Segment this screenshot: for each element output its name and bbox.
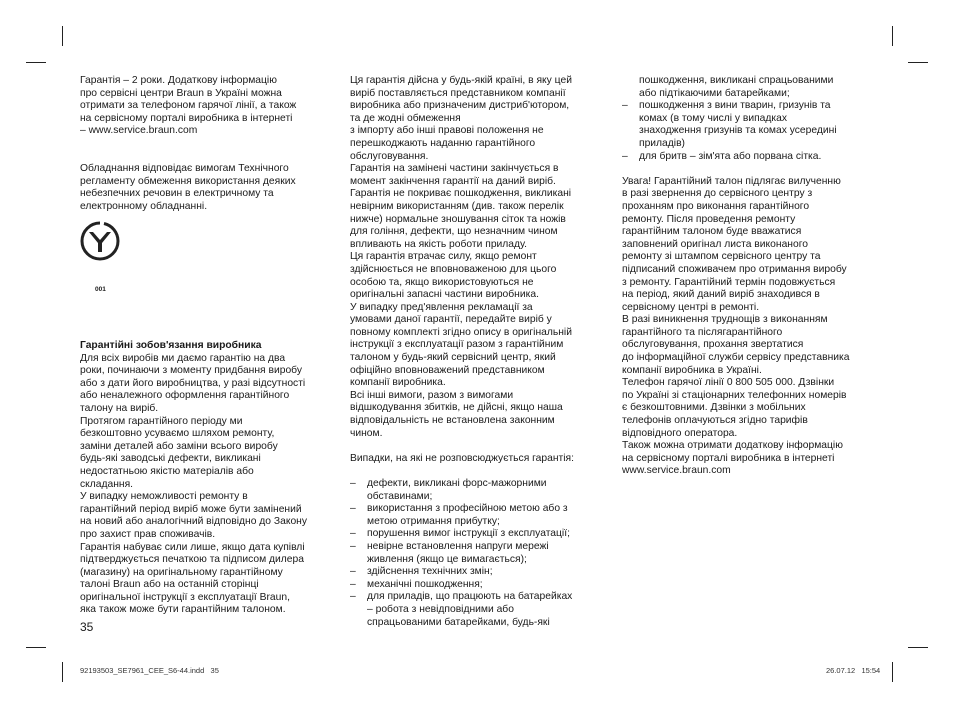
column-1-warranty bbox=[80, 340, 335, 617]
list-item: – механічні пошкодження; bbox=[350, 579, 610, 592]
crop-mark bbox=[62, 662, 63, 682]
page-number: 35 bbox=[80, 620, 94, 634]
portal-paragraph: Також можна отримати додаткову інформацію на сервісному порталі виробника в інтернеті www.service.braun.com bbox=[622, 440, 843, 477]
list-item: – пошкодження з вини тварин, гризунів та комах (в тому числі у випадках знаходження гризунів та комах усередині приладів) bbox=[622, 100, 882, 150]
column-1 bbox=[80, 75, 335, 214]
ukrainian-conformity-mark-icon bbox=[80, 221, 120, 276]
exclusions-heading: Випадки, на які не розповсюджується гарантія: bbox=[350, 452, 574, 464]
crop-mark bbox=[892, 26, 893, 46]
warranty-paragraph: Гарантія набуває сили лише, якщо дата купівлі підтверджується печаткою та підписом дилера (магазину) на оригінальному гарантійному талоні Braun або на останній сторінці оригінальної інструкції з експлуатації Braun, яка також може бути гарантійним талоном. bbox=[80, 541, 305, 616]
warranty-paragraph: Протягом гарантійного періоду ми безкоштовно усуваємо шляхом ремонту, заміни деталей або заміни всього виробу будь-які заводські дефекти, викликані недостатньою якістю матеріалів або складання. bbox=[80, 415, 278, 490]
crop-mark bbox=[26, 62, 46, 63]
warranty-paragraph: Всі інші вимоги, разом з вимогами відшкодування збитків, не дійсні, якщо наша відповідальність не встановлена законним чином. bbox=[350, 389, 563, 439]
warranty-heading: Гарантійні зобов'язання виробника bbox=[80, 340, 262, 351]
list-item: – здійснення технічних змін; bbox=[350, 566, 610, 579]
warranty-paragraph: Ця гарантія втрачає силу, якщо ремонт здійснюється не вповноваженою для цього особою та, якщо використовуються не оригінальні запасні частини виробника. bbox=[350, 251, 557, 301]
crop-mark bbox=[62, 26, 63, 46]
crop-mark bbox=[892, 662, 893, 682]
list-item: – порушення вимог інструкції з експлуатації; bbox=[350, 528, 610, 541]
crop-mark bbox=[26, 647, 46, 648]
warranty-paragraph: Гарантія на замінені частини закінчується в момент закінчення гарантії на даний виріб. bbox=[350, 163, 559, 187]
list-continuation: пошкодження, викликані спрацьованими або підтікаючими батарейками; bbox=[639, 75, 834, 99]
crop-mark bbox=[908, 62, 928, 63]
warranty-paragraph: Гарантія не покриває пошкодження, викликані невірним використанням (див. також перелік нижче) нормальне зношування сіток та ножів для гоління, дефекти, що незначним чином впливають на якість роботи приладу. bbox=[350, 188, 572, 250]
conformity-code: 001 bbox=[95, 286, 106, 293]
exclusions-list-continued bbox=[622, 100, 882, 163]
footer-datetime: 26.07.12 15:54 bbox=[826, 666, 881, 675]
warning-paragraph: Увага! Гарантійний талон підлягає вилученню в разі звернення до сервісного центру з проханням про виконання гарантійного ремонту. Після проведення ремонту гарантійним талоном буде вважатися заповнений оригінал листа виконаного ремонту зі штампом сервісного центру та підписаний споживачем про отримання виробу з ремонту. Гарантійний термін подовжується на період, який даний виріб знаходився в сервісному центрі в ремонті. bbox=[622, 175, 847, 313]
warranty-paragraph: Ця гарантія дійсна у будь-якій країні, в яку цей виріб поставляється представником компанії виробника або призначеним дистриб'ютором, та де жодні обмеження з імпорту або інші правові положення не перешкоджають наданню гарантійного обслуговування. bbox=[350, 75, 572, 162]
list-item: – дефекти, викликані форс-мажорними обставинами; bbox=[350, 478, 610, 503]
conformity-statement: Обладнання відповідає вимогам Технічного регламенту обмеження використання деяких небезпечних речовин в електричному та електронному обладнанні. bbox=[80, 163, 296, 212]
warranty-intro: Гарантія – 2 роки. Додаткову інформацію про сервісні центри Braun в Україні можна отримати за телефоном гарячої лінії, а також на сервісному порталі виробника в інтернеті – www.service.braun.com bbox=[80, 75, 297, 137]
warranty-paragraph: Для всіх виробів ми даємо гарантію на два роки, починаючи з моменту придбання виробу або з дати його виробництва, у разі відсутності або неналежного оформлення гарантійного талону на виріб. bbox=[80, 352, 306, 414]
hotline-paragraph: Телефон гарячої лінії 0 800 505 000. Дзвінки по Україні зі стаціонарних телефонних номерів є безкоштовними. Дзвінки з мобільних телефонів оплачуються згідно тарифів відповідного оператора. bbox=[622, 377, 847, 439]
column-3 bbox=[622, 75, 882, 478]
list-item: – для приладів, що працюють на батарейках – робота з невідповідними або спрацьованими батарейками, будь-які bbox=[350, 591, 610, 629]
footer-file-info: 92193503_SE7961_CEE_S6-44.indd 35 bbox=[80, 666, 219, 675]
support-paragraph: В разі виникнення труднощів з виконанням гарантійного та післягарантійного обслуговування, прохання звертатися до інформаційної служби сервісу представника компанії виробника в Україні. bbox=[622, 314, 850, 376]
list-item: – для бритв – зім'ята або порвана сітка. bbox=[622, 151, 882, 164]
warranty-paragraph: У випадку неможливості ремонту в гарантійний період виріб може бути замінений на новий або аналогічний відповідно до Закону про захист прав споживачів. bbox=[80, 491, 308, 540]
list-item: – невірне встановлення напруги мережі живлення (якщо це вимагається); bbox=[350, 541, 610, 566]
list-item: – використання з професійною метою або з метою отримання прибутку; bbox=[350, 503, 610, 528]
exclusions-list bbox=[350, 478, 610, 629]
warranty-paragraph: У випадку пред'явлення рекламації за умовами даної гарантії, передайте виріб у повному комплекті згідно опису в оригінальній інструкції з експлуатації разом з гарантійним талоном у будь-який сервісний центр, який офіційно вповноважений представником компанії виробника. bbox=[350, 301, 572, 389]
column-2 bbox=[350, 75, 610, 629]
crop-mark bbox=[908, 647, 928, 648]
